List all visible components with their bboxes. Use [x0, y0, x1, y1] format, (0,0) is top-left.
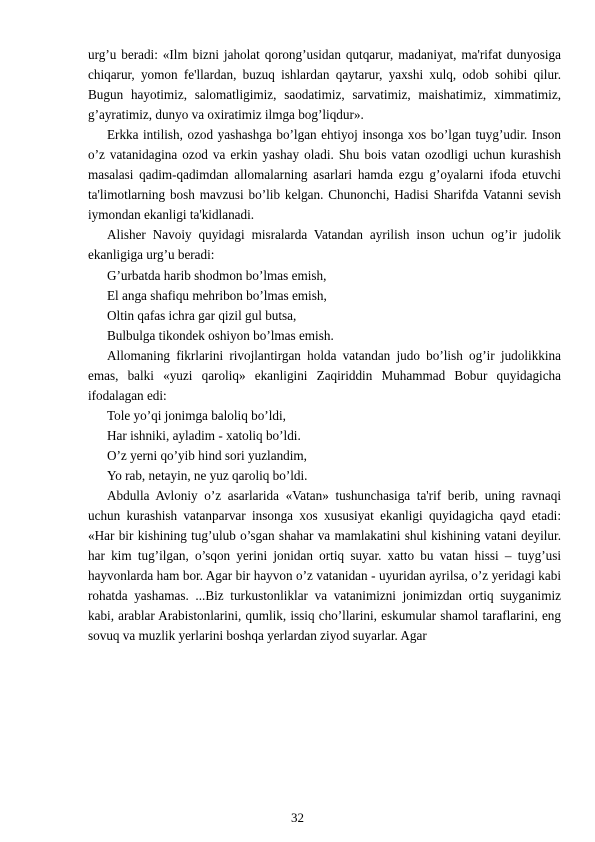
verse-line: G’urbatda harib shodmon bo’lmas emish,	[107, 267, 327, 283]
body-text	[88, 45, 561, 646]
paragraph-freedom: Erkka intilish, ozod yashashga bo’lgan ehtiyoj insonga xos bo’lgan tuyg’udir. Inson o’z vatanidagina ozod va erkin yashay oladi. Shu bois vatan ozodligi uchun kurashish masalasi qadim-qadimdan allomalarning asarlari hamda ezgu g’oyalarni ifoda etuvchi ta'limotlarning bosh mavzusi bo’lib kelgan. Chunonchi, Hadisi Sharifda Vatanni sevish iymondan ekanligi ta'kidlanadi.	[88, 127, 561, 223]
verse-line: Tole yo’qi jonimga baloliq bo’ldi,	[107, 407, 286, 423]
verse-line: Oltin qafas ichra gar qizil gul butsa,	[107, 307, 297, 323]
verse-line: Yo rab, netayin, ne yuz qaroliq bo’ldi.	[107, 467, 308, 483]
page-number: 32	[291, 810, 304, 825]
verse-line: O’z yerni qo’yib hind sori yuzlandim,	[107, 447, 307, 463]
verse-line: Har ishniki, ayladim - xatoliq bo’ldi.	[107, 427, 301, 443]
verse-line: El anga shafiqu mehribon bo’lmas emish,	[107, 287, 327, 303]
verse-line: Bulbulga tikondek oshiyon bo’lmas emish.	[107, 327, 334, 343]
paragraph-bobur-intro: Allomaning fikrlarini rivojlantirgan holda vatandan judo bo’lish og’ir judolikkina emas, balki «yuzi qaroliq» ekanligini Zaqiriddin Muhammad Bobur quyidagicha ifodalagan edi:	[88, 347, 561, 403]
paragraph-continued: urg’u beradi: «Ilm bizni jaholat qorong’usidan qutqarur, madaniyat, ma'rifat dunyosiga chiqarur, yomon fe'llardan, buzuq ishlardan qaytarur, yaxshi xulq, odob sohibi qilur. Bugun hayotimiz, salomatligimiz, saodatimiz, sarvatimiz, maishatimiz, ximmatimiz, g’ayratimiz, dunyo va oxiratimiz ilmga bog’liqdur».	[88, 47, 561, 123]
paragraph-navoiy-intro: Alisher Navoiy quyidagi misralarda Vatandan ayrilish inson uchun og’ir judolik ekanligiga urg’u beradi:	[88, 227, 561, 263]
paragraph-avloniy: Abdulla Avloniy o’z asarlarida «Vatan» tushunchasiga ta'rif berib, uning ravnaqi uchun kurashish vatanparvar insonga xos xususiyat ekanligi quyidagicha qayd etadi: «Har bir kishining tug’ulub o’sgan shahar va mamlakatini shul kishining vatani deyilur. har kim tug’ilgan, o’sqon yerini jonidan ortiq suyar. xatto bu vatan hissi – tuyg’usi hayvonlarda ham bor. Agar bir hayvon o’z vatanidan - uyuridan ayrilsa, o’z yeridagi kabi rohatda yashamas. ...Biz turkustonliklar va vatanimizni jonimizdan ortiq suyganimiz kabi, arablar Arabistonlarini, qumlik, issiq cho’llarini, eskumular shamol taraflarini, eng sovuq va muzlik yerlarini boshqa yerlardan ziyod suyarlar. Agar	[88, 488, 561, 644]
